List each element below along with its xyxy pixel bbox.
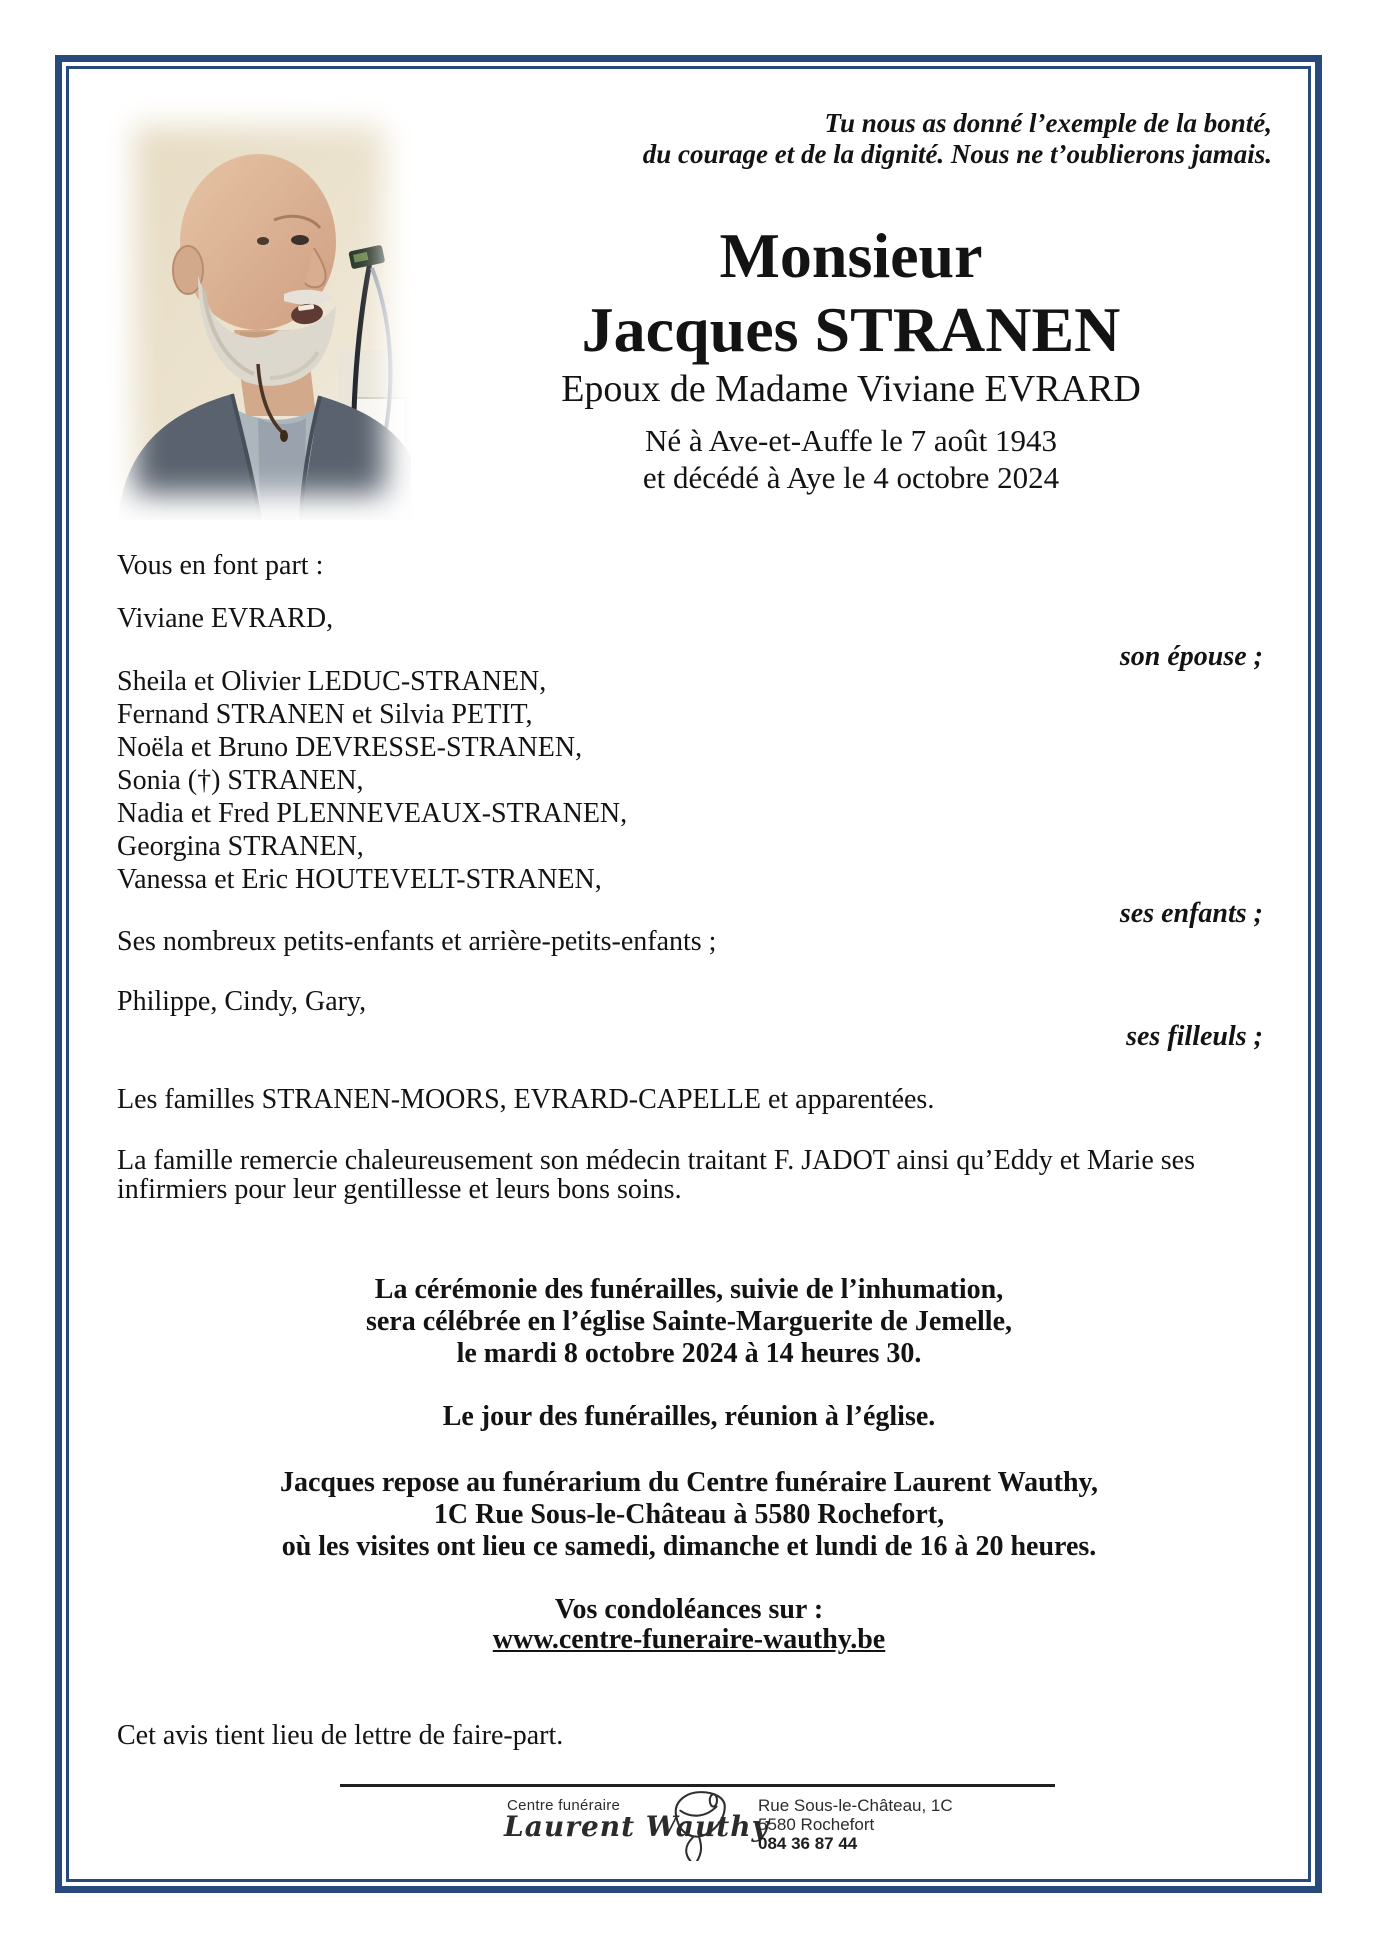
spouse-of-line: Epoux de Madame Viviane EVRARD	[561, 368, 1141, 410]
deceased-name: Jacques STRANEN	[581, 294, 1121, 365]
child-name-line: Nadia et Fred PLENNEVEAUX-STRANEN,	[117, 798, 628, 829]
portrait-illustration	[108, 100, 411, 520]
child-name-line: Fernand STRANEN et Silvia PETIT,	[117, 699, 533, 730]
godchildren-relation-label: ses filleuls ;	[1126, 1021, 1263, 1052]
footer-address-block	[758, 1796, 953, 1853]
repose-line: où les visites ont lieu ce samedi, dimanche et lundi de 16 à 20 heures.	[281, 1531, 1097, 1562]
memorial-quote	[512, 108, 1272, 170]
reunion-line: Le jour des funérailles, réunion à l’église.	[442, 1401, 936, 1432]
footer-phone: 084 36 87 44	[758, 1834, 858, 1853]
repose-block	[0, 1467, 1378, 1563]
child-name-line: Georgina STRANEN,	[117, 831, 364, 862]
condolences-label: Vos condoléances sur :	[554, 1594, 824, 1625]
thanks-paragraph	[117, 1146, 1195, 1204]
children-relation-label: ses enfants ;	[1119, 898, 1263, 929]
child-name-line: Sheila et Olivier LEDUC-STRANEN,	[117, 666, 547, 697]
calla-lily-drawing	[670, 1789, 732, 1861]
calla-lily-icon	[670, 1789, 732, 1857]
condolences-link-row	[0, 1624, 1378, 1656]
ceremony-block	[0, 1274, 1378, 1370]
child-name-line: Vanessa et Eric HOUTEVELT-STRANEN,	[117, 864, 602, 895]
footer-divider	[340, 1784, 1055, 1787]
spouse-name: Viviane EVRARD,	[117, 603, 334, 634]
footer-address-line1: Rue Sous-le-Château, 1C	[758, 1796, 953, 1815]
legal-notice: Cet avis tient lieu de lettre de faire-part.	[117, 1720, 564, 1751]
child-name-line: Noëla et Bruno DEVRESSE-STRANEN,	[117, 732, 583, 763]
logo-brand-name: Laurent Wauthy	[504, 1810, 769, 1843]
thanks-line: La famille remercie chaleureusement son médecin traitant F. JADOT ainsi qu’Eddy et Marie ses	[117, 1145, 1195, 1176]
ceremony-line: le mardi 8 octobre 2024 à 14 heures 30.	[456, 1338, 922, 1369]
godchildren-names: Philippe, Cindy, Gary,	[117, 986, 367, 1017]
repose-line: 1C Rue Sous-le-Château à 5580 Rochefort,	[433, 1499, 945, 1530]
spouse-relation-label: son épouse ;	[1119, 641, 1263, 672]
ceremony-line: sera célébrée en l’église Sainte-Marguerite de Jemelle,	[365, 1306, 1013, 1337]
families-line: Les familles STRANEN-MOORS, EVRARD-CAPELLE et apparentées.	[117, 1084, 935, 1115]
footer-address-line2: 5580 Rochefort	[758, 1815, 875, 1834]
memorial-quote-line1: Tu nous as donné l’exemple de la bonté,	[824, 108, 1272, 138]
death-line: et décédé à Aye le 4 octobre 2024	[642, 460, 1060, 495]
announcement-intro: Vous en font part :	[117, 550, 324, 581]
grandchildren-line: Ses nombreux petits-enfants et arrière-petits-enfants ;	[117, 926, 717, 957]
honorific: Monsieur	[719, 220, 983, 291]
portrait-photo	[108, 100, 411, 520]
birth-line: Né à Ave-et-Auffe le 7 août 1943	[644, 423, 1058, 458]
memorial-quote-line2: du courage et de la dignité. Nous ne t’oublierons jamais.	[642, 139, 1272, 169]
ceremony-line: La cérémonie des funérailles, suivie de l’inhumation,	[374, 1274, 1004, 1305]
children-list	[117, 665, 627, 896]
logo-brand-small: Centre funéraire	[507, 1797, 621, 1814]
condolences-url[interactable]: www.centre-funeraire-wauthy.be	[492, 1624, 886, 1655]
thanks-line: infirmiers pour leur gentillesse et leurs bons soins.	[117, 1174, 682, 1205]
repose-line: Jacques repose au funérarium du Centre funéraire Laurent Wauthy,	[279, 1467, 1098, 1498]
child-name-line: Sonia (†) STRANEN,	[117, 765, 364, 796]
